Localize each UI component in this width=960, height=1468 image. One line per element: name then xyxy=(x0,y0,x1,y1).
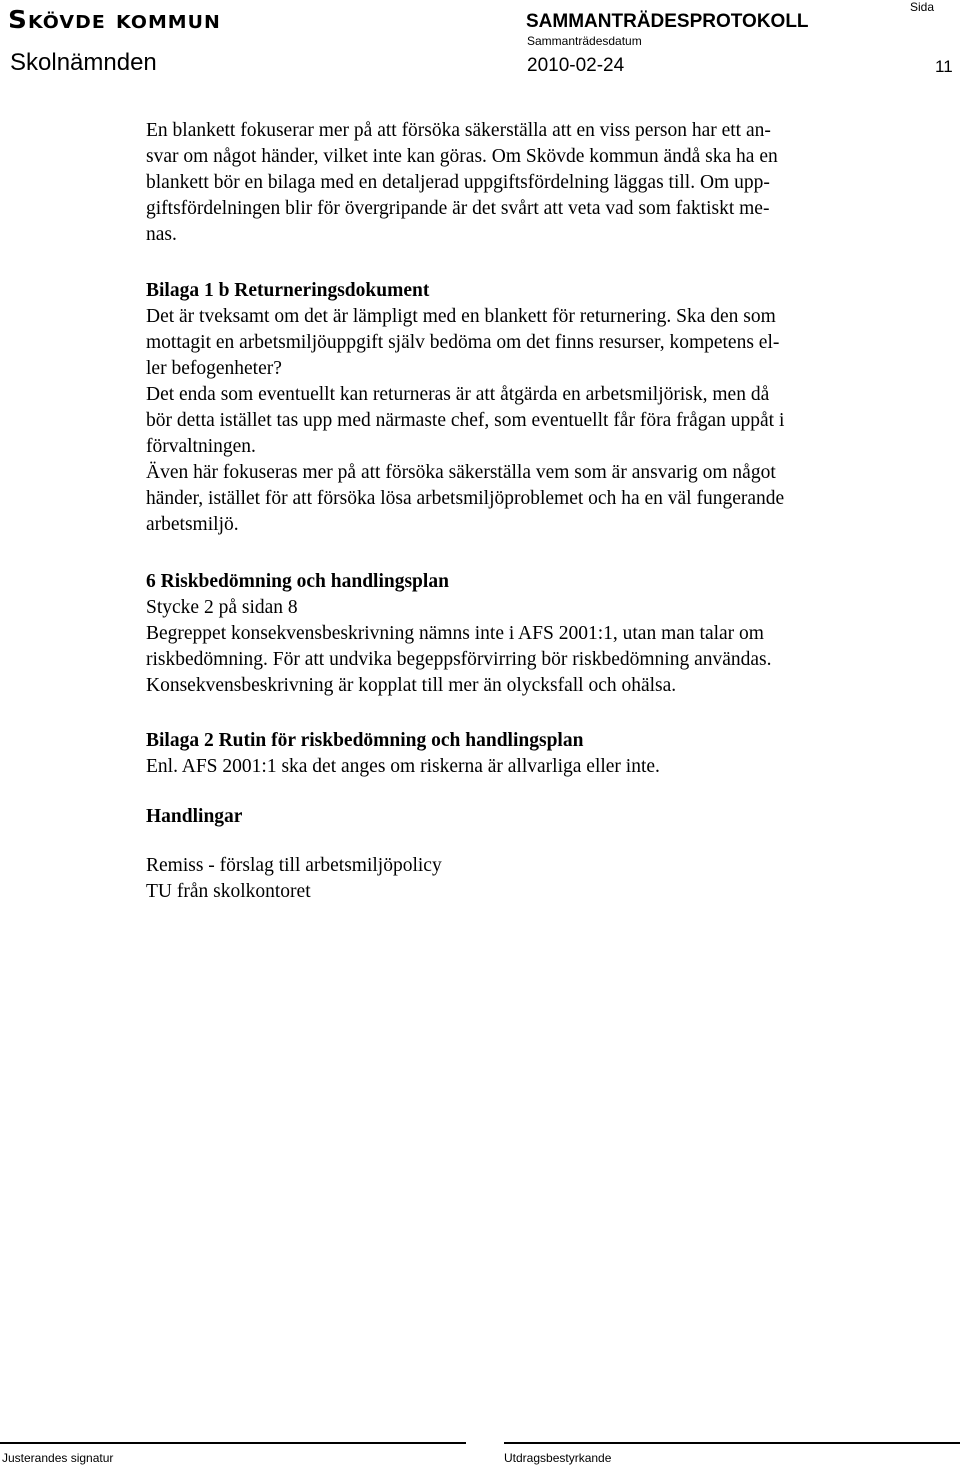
signature-divider-left xyxy=(0,1442,466,1444)
text-line: svar om något händer, vilket inte kan göras. Om Skövde kommun ändå ska ha en xyxy=(146,146,778,167)
section-heading: Bilaga 2 Rutin för riskbedömning och handlingsplan xyxy=(146,730,584,751)
committee-name: Skolnämnden xyxy=(10,49,157,76)
document-type: SAMMANTRÄDESPROTOKOLL xyxy=(526,11,809,32)
org-logo: Skövde kommun xyxy=(8,5,221,34)
section-heading: 6 Riskbedömning och handlingsplan xyxy=(146,571,449,592)
text-line: Även här fokuseras mer på att försöka säkerställa vem som är ansvarig om något xyxy=(146,462,776,483)
text-line: Enl. AFS 2001:1 ska det anges om riskerna är allvarliga eller inte. xyxy=(146,756,660,777)
handlingar-list xyxy=(146,853,906,905)
signature-label: Justerandes signatur xyxy=(2,1451,114,1465)
text-line: Det är tveksamt om det är lämpligt med en blankett för returnering. Ska den som xyxy=(146,306,776,327)
intro-paragraph xyxy=(146,118,906,248)
text-line: riskbedömning. För att undvika begeppsförvirring bör riskbedömning användas. xyxy=(146,649,772,670)
meeting-date: 2010-02-24 xyxy=(527,55,625,76)
text-line: Det enda som eventuellt kan returneras är att åtgärda en arbetsmiljörisk, men då xyxy=(146,384,770,405)
text-line: Stycke 2 på sidan 8 xyxy=(146,597,298,618)
text-line: händer, istället för att försöka lösa arbetsmiljöproblemet och ha en väl fungerande xyxy=(146,488,785,509)
section-bilaga-1b xyxy=(146,278,906,538)
text-line: Konsekvensbeskrivning är kopplat till mer än olycksfall och ohälsa. xyxy=(146,675,677,696)
section-riskbedomning xyxy=(146,569,906,699)
text-line: mottagit en arbetsmiljöuppgift själv bedöma om det finns resurser, kompetens el- xyxy=(146,332,780,353)
text-line: giftsfördelningen blir för övergripande är det svårt att veta vad som faktiskt me- xyxy=(146,198,770,219)
text-line: blankett bör en bilaga med en detaljerad uppgiftsfördelning läggas till. Om upp- xyxy=(146,172,770,193)
list-item: TU från skolkontoret xyxy=(146,881,311,902)
signature-divider-right xyxy=(504,1442,960,1444)
list-item: Remiss - förslag till arbetsmiljöpolicy xyxy=(146,855,442,876)
text-line: ler befogenheter? xyxy=(146,358,282,379)
section-heading: Bilaga 1 b Returneringsdokument xyxy=(146,280,430,301)
page-number: 11 xyxy=(935,57,953,76)
date-label: Sammanträdesdatum xyxy=(527,34,642,48)
section-bilaga-2 xyxy=(146,728,906,780)
page-label: Sida xyxy=(910,0,935,14)
section-handlingar xyxy=(146,804,906,830)
text-line: förvaltningen. xyxy=(146,436,256,457)
section-heading: Handlingar xyxy=(146,806,243,827)
text-line: nas. xyxy=(146,224,177,245)
text-line: Begreppet konsekvensbeskrivning nämns inte i AFS 2001:1, utan man talar om xyxy=(146,623,764,644)
certification-label: Utdragsbestyrkande xyxy=(504,1451,612,1465)
text-line: bör detta istället tas upp med närmaste chef, som eventuellt får föra frågan uppåt i xyxy=(146,410,785,431)
text-line: arbetsmiljö. xyxy=(146,514,239,535)
text-line: En blankett fokuserar mer på att försöka säkerställa att en viss person har ett an- xyxy=(146,120,771,141)
